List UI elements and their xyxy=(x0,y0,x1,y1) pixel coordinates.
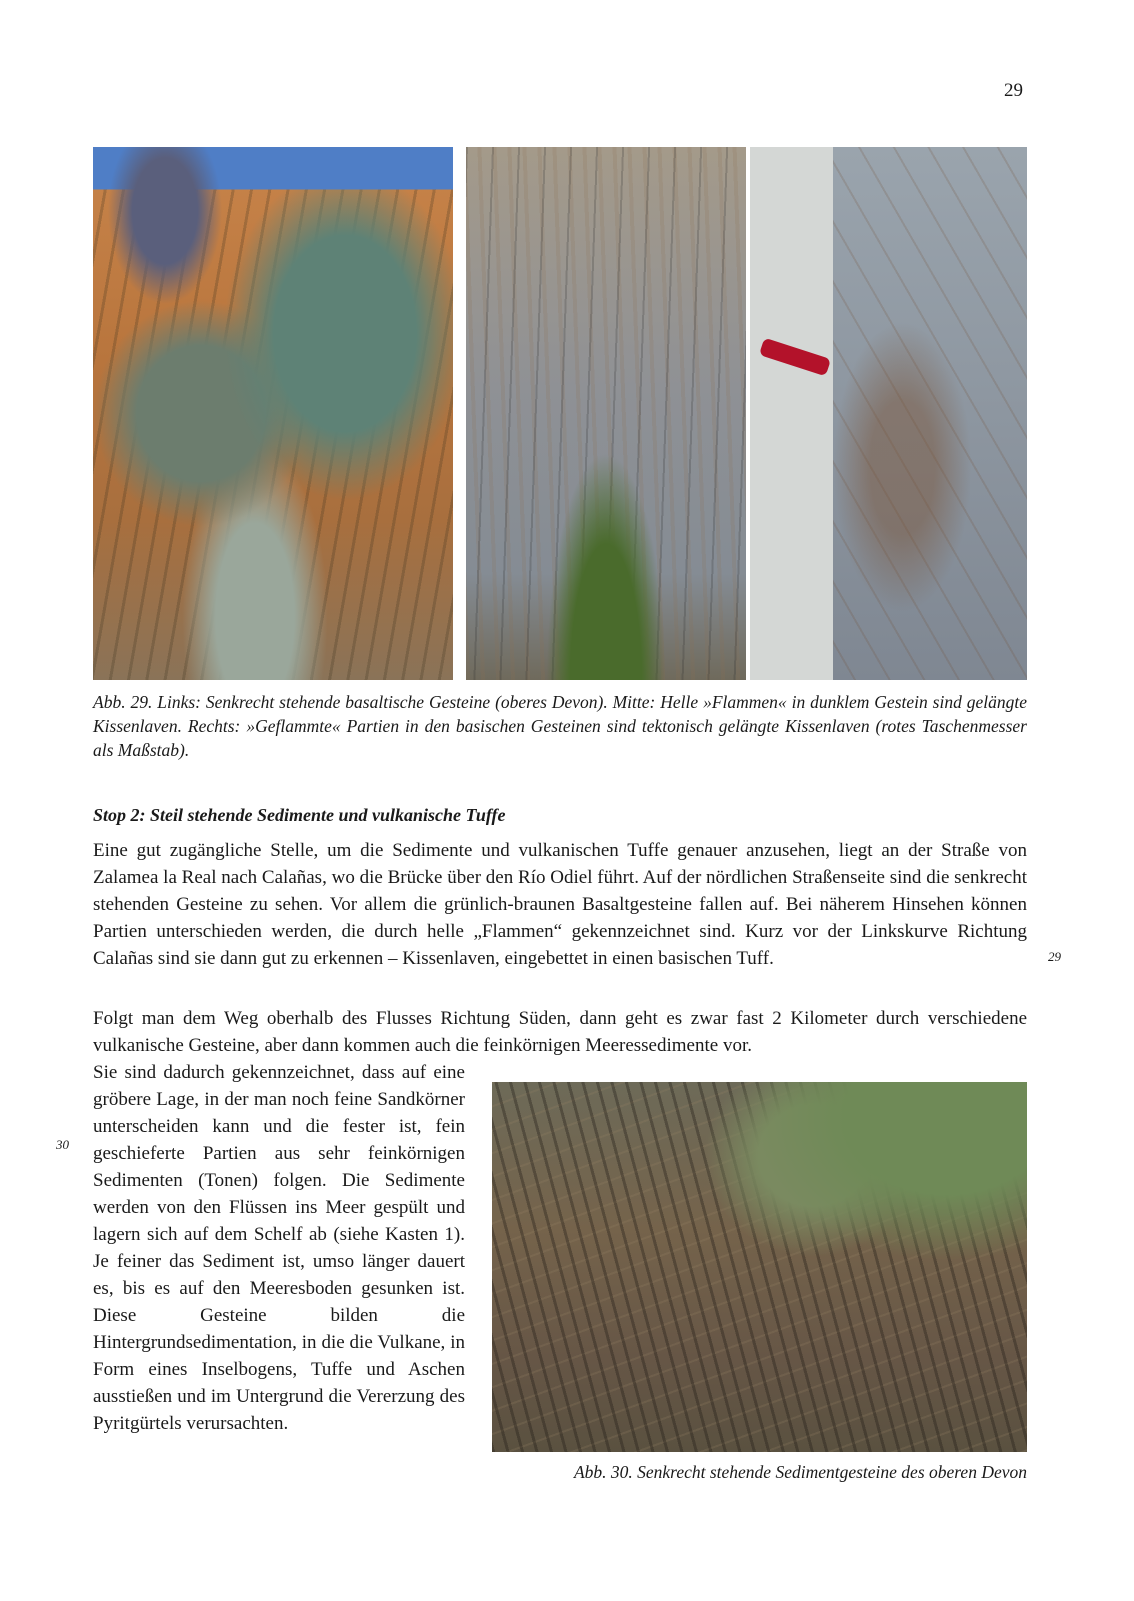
margin-note-left: 30 xyxy=(56,1137,69,1152)
photo-flamed-rock-with-knife xyxy=(750,147,1027,680)
page-number: 29 xyxy=(1004,80,1023,101)
photo-basalt-rocks xyxy=(93,147,453,680)
section-heading: Stop 2: Steil stehende Sedimente und vulkanische Tuffe xyxy=(93,805,506,825)
paragraph-1: Eine gut zugängliche Stelle, um die Sedimente und vulkanischen Tuffe genauer anzusehen, liegt an der Straße von Zalamea la Real nach Calañas, wo die Brücke über den Río Odiel führt. Auf der nördlichen Straßenseite sind die senkrecht stehenden Gesteine zu sehen. Vor allem die grünlich-braunen Basaltgesteine fallen auf. Bei näherem Hinsehen können Partien unterschieden werden, die durch helle „Flammen“ gekennzeichnet sind. Kurz vor der Linkskurve Richtung Calañas sind sie dann gut zu erkennen – Kissenlaven, eingebettet in einen basischen Tuff. xyxy=(93,840,1027,969)
paragraph-3: Sie sind dadurch gekennzeichnet, dass auf eine gröbere Lage, in der man noch feine Sandkörner unterscheiden kann und die fester ist, fein geschieferte Partien aus sehr feinkörnigen Sedimenten (Tonen) folgen. Die Sedimente werden von den Flüssen ins Meer gespült und lagern sich auf dem Schelf ab (siehe Kasten 1). Je feiner das Sediment ist, umso länger dauert es, bis es auf den Meeresboden gesunken ist. Diese Gesteine bilden die Hintergrundsedimentation, in die die Vulkane, in Form eines Inselbogens, Tuffe und Aschen ausstießen und im Untergrund die Vererzung des Pyritgürtels verursachten. xyxy=(93,1062,465,1434)
photo-pillow-lava-flames xyxy=(466,147,746,680)
paragraph-2: Folgt man dem Weg oberhalb des Flusses Richtung Süden, dann geht es zwar fast 2 Kilometer durch verschiedene vulkanische Gesteine, aber dann kommen auch die feinkörnigen Meeressedimente vor. xyxy=(93,1008,1027,1056)
figure-29-caption: Abb. 29. Links: Senkrecht stehende basaltische Gesteine (oberes Devon). Mitte: Helle »Flammen« in dunklem Gestein sind gelängte Kissenlaven. Rechts: »Geflammte« Partien in den basischen Gesteinen sind tektonisch gelängte Kissenlaven (rotes Taschenmesser als Maßstab). xyxy=(93,692,1027,760)
figure-30-caption: Abb. 30. Senkrecht stehende Sedimentgesteine des oberen Devon xyxy=(573,1462,1027,1482)
margin-note-right: 29 xyxy=(1048,949,1061,964)
photo-sedimentary-rocks xyxy=(492,1082,1027,1452)
